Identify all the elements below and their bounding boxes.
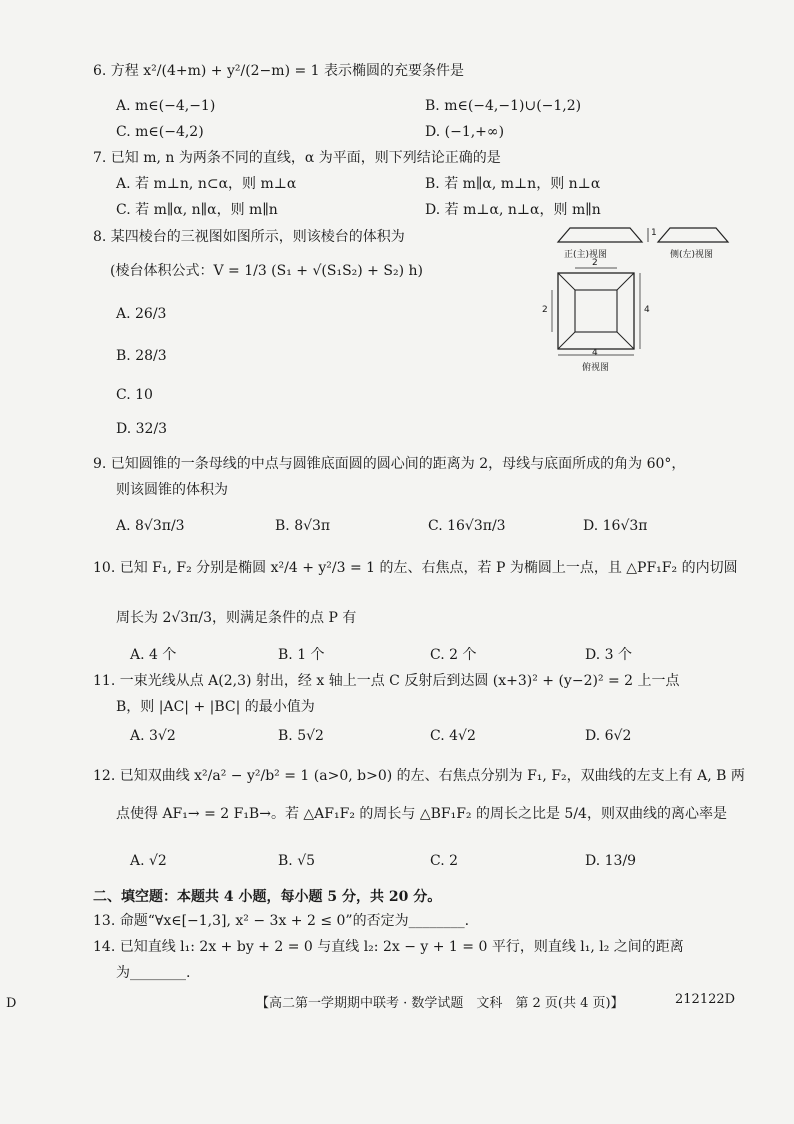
q9-stem: 9. 已知圆锥的一条母线的中点与圆锥底面圆的圆心间的距离为 2，母线与底面所成的角为 60°， [93, 456, 686, 472]
top-view-edge [558, 273, 575, 290]
q10-option-c: C. 2 个 [430, 647, 477, 663]
q11-option-d: D. 6√2 [585, 728, 632, 744]
footer-left-mark: D [6, 996, 17, 1011]
q9-option-c: C. 16√3π/3 [428, 518, 506, 534]
q10-stem-2: 周长为 2√3π/3，则满足条件的点 P 有 [116, 610, 357, 626]
q11-option-b: B. 5√2 [278, 728, 324, 744]
q12-option-d: D. 13/9 [585, 853, 637, 869]
q12-option-a: A. √2 [130, 853, 167, 869]
q6-option-d: D. (−1,+∞) [425, 124, 505, 140]
footer-code: 212122D [675, 992, 736, 1007]
q14-text-2: 为________. [116, 965, 191, 981]
q11-stem-2: B，则 |AC| + |BC| 的最小值为 [116, 699, 315, 715]
q8-option-c: C. 10 [116, 387, 153, 403]
top-view-edge [617, 332, 634, 349]
front-view-trapezoid [558, 228, 642, 242]
q12-stem-2: 点使得 AF₁→ = 2 F₁B→。若 △AF₁F₂ 的周长与 △BF₁F₂ 的周长之比是 5/4，则双曲线的离心率是 [116, 806, 727, 822]
q11-stem: 11. 一束光线从点 A(2,3) 射出，经 x 轴上一点 C 反射后到达圆 (x+3)² + (y−2)² = 2 上一点 [93, 673, 680, 689]
q8-option-a: A. 26/3 [116, 306, 167, 322]
q12-stem: 12. 已知双曲线 x²/a² − y²/b² = 1 (a>0, b>0) 的左、右焦点分别为 F₁, F₂，双曲线的左支上有 A, B 两 [93, 768, 745, 784]
q10-option-d: D. 3 个 [585, 647, 632, 663]
q9-option-d: D. 16√3π [583, 518, 648, 534]
q6-option-a: A. m∈(−4,−1) [116, 98, 216, 114]
q9-stem-2: 则该圆锥的体积为 [116, 482, 228, 498]
q9-option-b: B. 8√3π [275, 518, 331, 534]
q10-stem: 10. 已知 F₁, F₂ 分别是椭圆 x²/4 + y²/3 = 1 的左、右焦点，若 P 为椭圆上一点，且 △PF₁F₂ 的内切圆 [93, 560, 738, 576]
footer-title: 【高二第一学期期中联考 · 数学试题 文科 第 2 页(共 4 页)】 [256, 996, 624, 1011]
q13-text: 13. 命题“∀x∈[−1,3], x² − 3x + 2 ≤ 0”的否定为________. [93, 913, 470, 929]
top-view-edge [617, 273, 634, 290]
q7-stem: 7. 已知 m, n 为两条不同的直线，α 为平面，则下列结论正确的是 [93, 150, 501, 166]
q12-option-b: B. √5 [278, 853, 316, 869]
top-view-inner-square [575, 290, 617, 332]
top-view-edge [558, 332, 575, 349]
q8-stem: 8. 某四棱台的三视图如图所示，则该棱台的体积为 [93, 229, 405, 245]
q11-option-a: A. 3√2 [130, 728, 176, 744]
q6-stem: 6. 方程 x²/(4+m) + y²/(2−m) = 1 表示椭圆的充要条件是 [93, 63, 465, 79]
q6-option-b: B. m∈(−4,−1)∪(−1,2) [425, 98, 582, 114]
q12-option-c: C. 2 [430, 853, 459, 869]
q8-option-d: D. 32/3 [116, 421, 168, 437]
q7-option-c: C. 若 m∥α, n∥α，则 m∥n [116, 202, 278, 218]
q11-option-c: C. 4√2 [430, 728, 476, 744]
q9-option-a: A. 8√3π/3 [116, 518, 185, 534]
q7-option-d: D. 若 m⊥α, n⊥α，则 m∥n [425, 202, 601, 218]
outer-width-value: 4 [592, 348, 598, 358]
q7-option-a: A. 若 m⊥n, n⊂α，则 m⊥α [116, 176, 297, 192]
front-view-label: 正(主)视图 [564, 250, 608, 260]
height-value: 1 [651, 228, 657, 238]
q8-formula: (棱台体积公式：V = 1/3 (S₁ + √(S₁S₂) + S₂) h) [110, 263, 423, 279]
q7-option-b: B. 若 m∥α, m⊥n，则 n⊥α [425, 176, 601, 192]
q14-text: 14. 已知直线 l₁: 2x + by + 2 = 0 与直线 l₂: 2x − y + 1 = 0 平行，则直线 l₁, l₂ 之间的距离 [93, 939, 684, 955]
inner-height-value: 2 [542, 305, 548, 315]
q8-option-b: B. 28/3 [116, 348, 167, 364]
side-view-label: 侧(左)视图 [670, 250, 714, 260]
outer-height-value: 4 [644, 305, 650, 315]
q10-option-b: B. 1 个 [278, 647, 325, 663]
top-width-value: 2 [592, 258, 598, 268]
side-view-trapezoid [658, 228, 728, 242]
q6-option-c: C. m∈(−4,2) [116, 124, 204, 140]
top-view-label: 俯视图 [582, 363, 610, 373]
q10-option-a: A. 4 个 [130, 647, 177, 663]
section-fill-in-heading: 二、填空题：本题共 4 小题，每小题 5 分，共 20 分。 [93, 889, 442, 905]
